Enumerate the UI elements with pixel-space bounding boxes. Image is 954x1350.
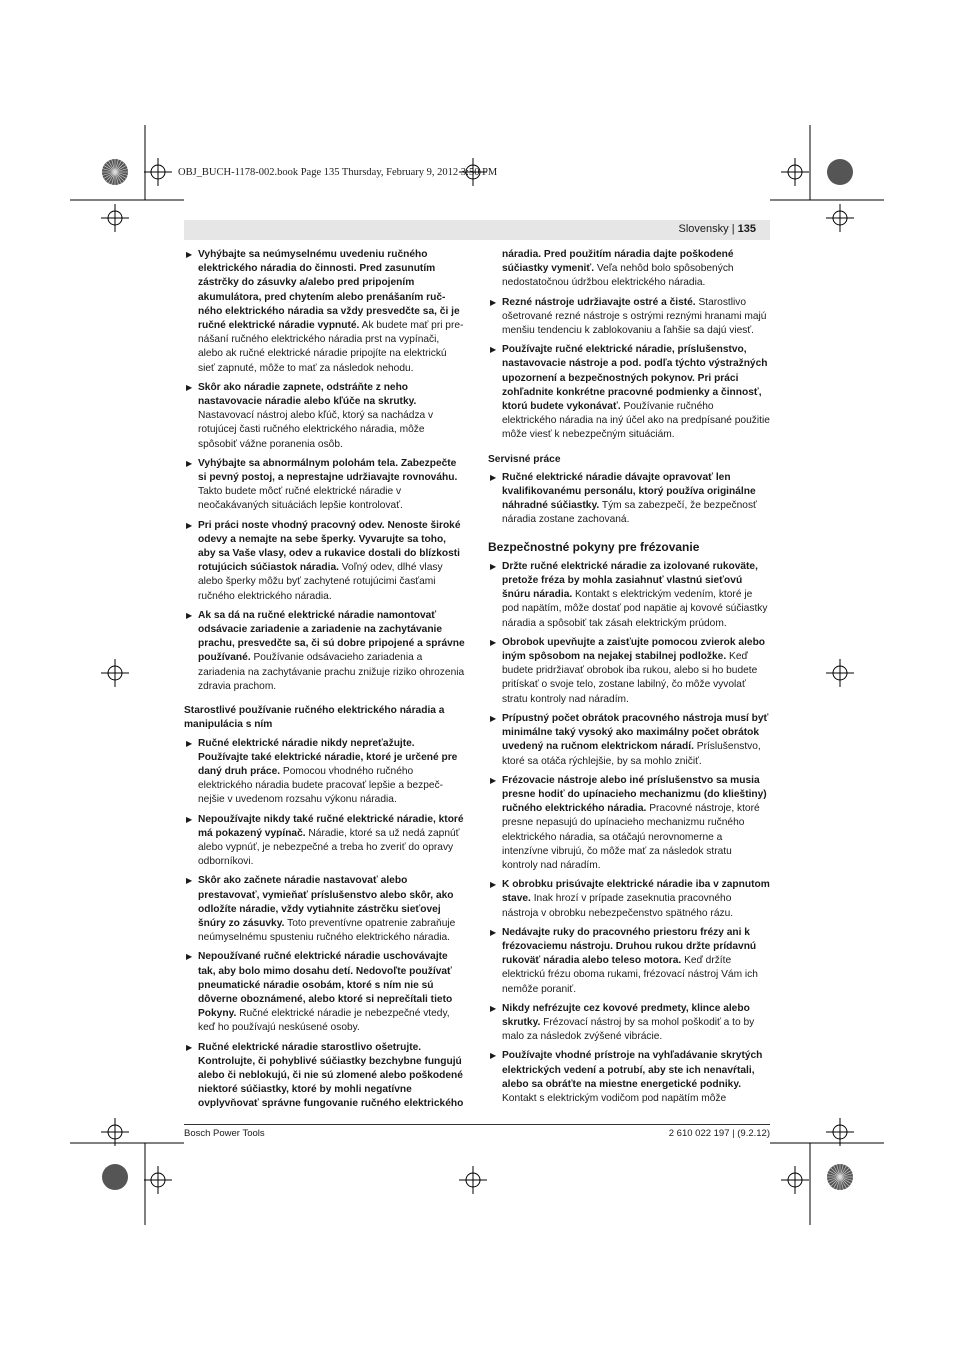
item-bold-text: Vyhýbajte sa abnormálnym polohám tela. Zabezpečte si pevný postoj, a neprestajne udržiavajte rovnováhu. bbox=[198, 457, 458, 484]
page-header-text bbox=[679, 223, 756, 235]
registration-sunburst-icon bbox=[827, 1164, 853, 1190]
registration-cross-icon bbox=[788, 165, 802, 179]
bullet-arrow-icon: ▶ bbox=[490, 713, 497, 723]
item-bold-text: Ručné elektrické náradie nikdy nepreťažujte. Používajte také elektrické náradie, ktoré je určené pre daný druh práce. bbox=[198, 737, 458, 777]
bullet-arrow-icon: ▶ bbox=[186, 1042, 193, 1052]
item-bold-text: Frézovacie nástroje alebo iné príslušenstvo sa musia presne hodiť do upínacieho mechanizmu (do klieštiny) ručného elektrického náradia. bbox=[502, 774, 767, 815]
page-number: 135 bbox=[737, 223, 756, 235]
left-subheading: Starostlivé používanie ručného elektrického náradia a manipulácia s ním bbox=[184, 705, 445, 731]
bullet-arrow-icon: ▶ bbox=[186, 458, 193, 468]
registration-dot-icon bbox=[827, 159, 853, 185]
item-normal-text: Kontakt s elektrickým vedením, ktoré je pod napätím, môže dostať pod napätie aj kovové súčiastky náradia a spôsobiť tak zásah elektrickým prúdom. bbox=[502, 589, 768, 629]
registration-sunburst-icon bbox=[102, 159, 128, 185]
item-normal-text: Starostlivo ošetrované rezné nástroje s ostrými reznými hranami majú menšiu tendenciu k zablokovaniu a ľahšie sa dajú viesť. bbox=[502, 296, 767, 337]
list-item bbox=[488, 774, 770, 873]
item-bold-text: Používajte vhodné prístroje na vyhľadávanie skrytých elektrických vedení a potrubí, aby ste ich nenavŕtali, alebo sa obráťte na miestne energetické podniky. bbox=[502, 1050, 763, 1090]
item-normal-text: Používanie odsávacieho zariadenia a zariadenia na zachytávanie prachu znižuje riziko ohrozenia zdravia prachom. bbox=[198, 652, 465, 692]
page-header-bar bbox=[184, 220, 770, 240]
bullet-arrow-icon: ▶ bbox=[490, 880, 497, 890]
item-bold-text: Nepoužívané ručné elektrické náradie uschovávajte tak, aby bolo mimo dosahu detí. Nedovoľte používať pneumatické náradie osobám, ktoré s ním nie sú dôverne oboznámené, alebo ktoré si neprečítali tieto Pokyny. bbox=[198, 951, 453, 1020]
left-list-1 bbox=[184, 248, 466, 694]
bullet-arrow-icon: ▶ bbox=[186, 250, 193, 259]
bullet-arrow-icon: ▶ bbox=[490, 1003, 497, 1013]
right-list-2 bbox=[488, 471, 770, 528]
bullet-arrow-icon: ▶ bbox=[490, 1051, 497, 1061]
right-continuation-paragraph bbox=[502, 248, 770, 291]
registration-cross-icon bbox=[108, 211, 122, 225]
item-bold-text: Používajte ručné elektrické náradie, príslušenstvo, nastavovacie nástroje a pod. podľa týchto výstražných upozornení a bezpečnostných pokynov. Pri práci zohľadnite konkrétne pracovné podmienky a činnosť, ktorú budete vykonávať. bbox=[502, 344, 768, 413]
item-normal-text: Pracovné nástroje, ktoré presne nepasujú do upínacieho mechanizmu ručného elektrického náradia, sa otáčajú nerovnomerne a intenzívne vibrujú, čo môže mať za následok stratu kontroly nad náradím. bbox=[502, 803, 760, 871]
item-normal-text: Keď budete pridržiavať obrobok iba rukou, alebo si ho budete pritískať o svoje telo, zostane labilný, čo môže vyvolať stratu kontroly nad náradím. bbox=[502, 651, 758, 705]
bullet-arrow-icon: ▶ bbox=[490, 345, 497, 355]
item-normal-text: Pomocou vhodného ručného elektrického náradia budete pracovať lepšie a bezpeč-nejšie v uvedenom rozsahu výkonu náradia. bbox=[198, 765, 444, 806]
footer-doc-number: 2 610 022 197 | (9.2.12) bbox=[668, 1128, 770, 1139]
item-bold-text: Ručné elektrické náradie starostlivo ošetrujte. Kontrolujte, či pohyblivé súčiastky bezchybne fungujú alebo či neblokujú, či nie sú zlomené alebo poškodené niektoré súčiastky, ktoré by mohli negatívne ovplyvňovať správne fungovanie ručného elektrického bbox=[198, 1041, 464, 1110]
bullet-arrow-icon: ▶ bbox=[186, 738, 193, 748]
list-item bbox=[184, 737, 466, 808]
continuation-bold: náradia. Pred použitím náradia dajte poškodené súčiastky vymeniť. bbox=[502, 249, 734, 275]
item-normal-text: Tým sa zabezpečí, že bezpečnosť náradia zostane zachovaná. bbox=[502, 500, 757, 526]
bullet-arrow-icon: ▶ bbox=[186, 382, 193, 392]
section-heading: Bezpečnostné pokyny pre frézovanie bbox=[488, 539, 700, 554]
item-bold-text: Prípustný počet obrátok pracovného nástroja musí byť minimálne taký vysoký ako maximálny počet obrátok uvedený na ručnom elektrickom náradí. bbox=[502, 712, 769, 753]
left-list-2 bbox=[184, 737, 466, 1112]
bullet-arrow-icon: ▶ bbox=[490, 472, 497, 482]
bullet-arrow-icon: ▶ bbox=[186, 876, 193, 886]
item-normal-text: Náradie, ktoré sa už nedá zapnúť alebo vypnúť, je nebezpečné a treba ho zveriť do opravy odborníkovi. bbox=[198, 827, 460, 868]
registration-cross-icon bbox=[833, 1125, 847, 1139]
list-item bbox=[488, 296, 770, 339]
bullet-arrow-icon: ▶ bbox=[490, 637, 497, 647]
item-bold-text: Rezné nástroje udržiavajte ostré a čisté. bbox=[502, 296, 696, 308]
bullet-arrow-icon: ▶ bbox=[186, 610, 193, 620]
item-normal-text: Príslušenstvo, ktoré sa otáča rýchlejšie, by sa mohlo zničiť. bbox=[502, 741, 761, 767]
item-bold-text: Ak sa dá na ručné elektrické náradie namontovať odsávacie zariadenie a zariadenie na zachytávanie prachu, presvedčte sa, či sú dobre pripojené a správne používané. bbox=[198, 609, 465, 664]
header-language: Slovensky bbox=[678, 223, 729, 235]
registration-cross-icon bbox=[833, 666, 847, 680]
bullet-arrow-icon: ▶ bbox=[186, 952, 193, 962]
bullet-arrow-icon: ▶ bbox=[490, 297, 497, 307]
list-item bbox=[184, 813, 466, 870]
list-item bbox=[184, 950, 466, 1035]
list-item bbox=[184, 609, 466, 694]
item-normal-text: Používanie ručného elektrického náradia na iný účel ako na predpísané použitie môže viesť k nebezpečným situáciám. bbox=[502, 401, 770, 441]
bullet-arrow-icon: ▶ bbox=[186, 814, 193, 824]
list-item bbox=[184, 1041, 466, 1112]
registration-cross-icon bbox=[151, 165, 165, 179]
list-item bbox=[488, 1049, 770, 1106]
item-normal-text: Inak hrozí v prípade zaseknutia pracovného nástroja v obrobku nebezpečenstvo spätného rázu. bbox=[502, 893, 734, 919]
bullet-arrow-icon: ▶ bbox=[490, 927, 497, 937]
registration-cross-icon bbox=[151, 1173, 165, 1187]
right-column bbox=[488, 248, 770, 1111]
item-normal-text: Ručné elektrické náradie je nebezpečné vtedy, keď ho používajú neskúsené osoby. bbox=[198, 1008, 450, 1034]
registration-cross-icon bbox=[108, 1125, 122, 1139]
item-normal-text: Ak budete mať pri pre-nášaní ručného elektrického náradia prst na vypínači, alebo ak ručné elektrické náradie pripojíte na elektrickú sieť zapnuté, môže to mať za následok nehodu. bbox=[198, 320, 464, 374]
list-item bbox=[184, 519, 466, 604]
continuation-normal: Veľa nehôd bolo spôsobených nedostatočnou údržbou elektrického náradia. bbox=[502, 263, 734, 289]
item-bold-text: Pri práci noste vhodný pracovný odev. Nenoste široké odevy a nemajte na sebe šperky. Vyvarujte sa toho, aby sa Vaše vlasy, odev a rukavice dostali do blízkosti rotujúcich súčiastok náradia. bbox=[198, 519, 461, 574]
bullet-arrow-icon: ▶ bbox=[186, 520, 193, 530]
footer-rule bbox=[184, 1124, 770, 1125]
item-bold-text: Skôr ako náradie zapnete, odstráňte z neho nastavovacie náradie alebo kľúče na skrutky. bbox=[198, 381, 417, 408]
list-item bbox=[488, 712, 770, 769]
item-bold-text: Obrobok upevňujte a zaisťujte pomocou zvierok alebo iným spôsobom na nejakej stabilnej podložke. bbox=[502, 636, 766, 663]
right-list-3 bbox=[488, 560, 770, 1106]
item-normal-text: Toto preventívne opatrenie zabraňuje neúmyselnému spusteniu ručného elektrického náradia. bbox=[198, 917, 456, 944]
registration-dot-icon bbox=[102, 1164, 128, 1190]
registration-cross-icon bbox=[833, 211, 847, 225]
item-bold-text: Vyhýbajte sa neúmyselnému uvedeniu ručného elektrického náradia do činnosti. Pred zasunutím zástrčky do zásuvky a/alebo pred pripojením akumulátora, pred chytením alebo prenášaním ruč-ného elektrického náradia sa vždy presvedčte sa, či je ručné elektrické náradie vypnuté. bbox=[198, 249, 460, 332]
registration-cross-icon bbox=[788, 1173, 802, 1187]
list-item bbox=[488, 878, 770, 921]
list-item bbox=[488, 1002, 770, 1045]
header-separator: | bbox=[731, 223, 735, 235]
list-item bbox=[488, 926, 770, 997]
list-item bbox=[184, 457, 466, 514]
right-subheading: Servisné práce bbox=[488, 453, 561, 465]
print-info-line: OBJ_BUCH-1178-002.book Page 135 Thursday, February 9, 2012 3:50 PM bbox=[178, 167, 498, 178]
item-bold-text: Ručné elektrické náradie dávajte opravovať len kvalifikovanému personálu, ktorý používa originálne náhradné súčiastky. bbox=[502, 471, 756, 512]
right-list-1 bbox=[488, 296, 770, 443]
registration-cross-icon bbox=[466, 1173, 480, 1187]
bullet-arrow-icon: ▶ bbox=[490, 561, 497, 571]
footer-brand: Bosch Power Tools bbox=[184, 1128, 265, 1139]
list-item bbox=[488, 343, 770, 442]
item-bold-text: Držte ručné elektrické náradie za izolované rukoväte, pretože fréza by mohla zasiahnuť vlastnú sieťovú šnúru náradia. bbox=[502, 560, 758, 601]
item-bold-text: Nepoužívajte nikdy také ručné elektrické náradie, ktoré má pokazený vypínač. bbox=[198, 813, 464, 839]
list-item bbox=[184, 248, 466, 376]
bullet-arrow-icon: ▶ bbox=[490, 775, 497, 785]
list-item bbox=[184, 381, 466, 452]
registration-cross-icon bbox=[108, 666, 122, 680]
item-normal-text: Frézovací nástroj by sa mohol poškodiť a to by malo za následok zvýšené vibrácie. bbox=[502, 1016, 755, 1043]
list-item bbox=[488, 636, 770, 707]
item-normal-text: Keď držíte elektrickú frézu oboma rukami, frézovací nástroj Vám ich nemôže poraniť. bbox=[502, 955, 758, 995]
item-bold-text: Nedávajte ruky do pracovného priestoru frézy ani k frézovaciemu nástroju. Druhou rukou držte prídavnú rukoväť náradia alebo teleso motora. bbox=[502, 926, 757, 967]
list-item bbox=[184, 874, 466, 945]
item-bold-text: Nikdy nefrézujte cez kovové predmety, klince alebo skrutky. bbox=[502, 1002, 750, 1028]
item-normal-text: Takto budete môcť ručné elektrické náradie v neočakávaných situáciách lepšie kontrolovať. bbox=[198, 486, 403, 512]
left-column bbox=[184, 248, 466, 1117]
item-bold-text: K obrobku prisúvajte elektrické náradie iba v zapnutom stave. bbox=[502, 879, 770, 905]
item-normal-text: Kontakt s elektrickým vodičom pod napätím môže bbox=[502, 1092, 727, 1104]
item-bold-text: Skôr ako začnete náradie nastavovať alebo prestavovať, vymieňať príslušenstvo alebo skôr, ako odložíte náradie, vždy vytiahnite zástrčku sieťovej šnúry zo zásuvky. bbox=[198, 875, 454, 929]
item-normal-text: Voľný odev, dlhé vlasy alebo šperky môžu byť zachytené rotujúcimi časťami ručného elektrického náradia. bbox=[198, 562, 443, 602]
item-normal-text: Nastavovací nástroj alebo kľúč, ktorý sa nachádza v rotujúcej časti ručného elektrického náradia, môže spôsobiť vážne poranenia osôb. bbox=[198, 410, 434, 450]
list-item bbox=[488, 471, 770, 528]
list-item bbox=[488, 560, 770, 631]
